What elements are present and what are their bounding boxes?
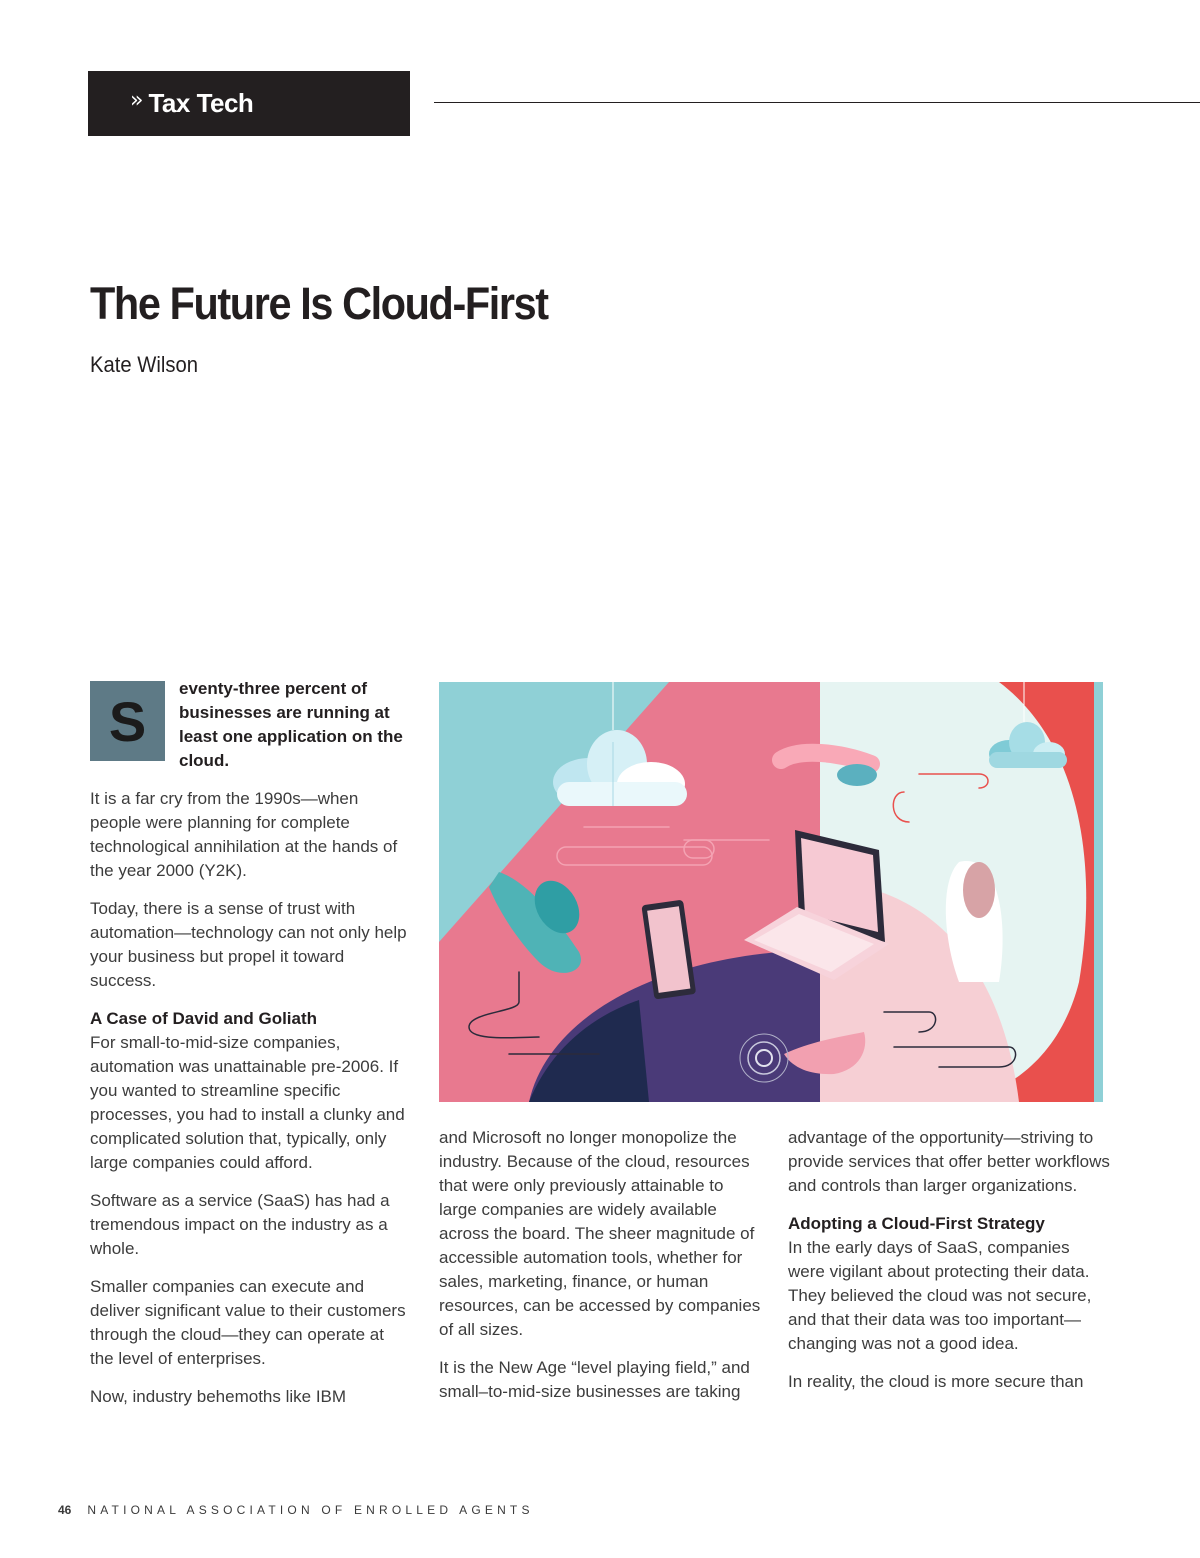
paragraph: It is the New Age “level playing field,” and small–to-mid-size businesses are taking: [439, 1358, 750, 1401]
paragraph: Today, there is a sense of trust with automation—technology can not only help your business but propel it toward success.: [90, 899, 407, 990]
page-number: 46: [58, 1503, 72, 1517]
column-3: [788, 1126, 1110, 1394]
header-rule: [434, 102, 1200, 103]
drop-cap: S: [90, 681, 165, 761]
page-footer: [58, 1503, 534, 1517]
paragraph: For small-to-mid-size companies, automation was unattainable pre-2006. If you wanted to streamline specific processes, you had to install a clunky and complicated solution that, typically, only large companies could afford.: [90, 1033, 405, 1172]
paragraph: advantage of the opportunity—striving to provide services that offer better workflows and controls than larger organizations.: [788, 1128, 1110, 1195]
paragraph: In reality, the cloud is more secure than: [788, 1372, 1084, 1391]
section-tab: [88, 71, 410, 136]
paragraph: Smaller companies can execute and deliver significant value to their customers through the cloud—they can operate at the level of enterprises.: [90, 1277, 406, 1368]
paragraph: Software as a service (SaaS) has had a tremendous impact on the industry as a whole.: [90, 1191, 390, 1258]
paragraph: In the early days of SaaS, companies were vigilant about protecting their data. They believed the cloud was not secure, and that their data was too important—changing was not a good idea.: [788, 1238, 1092, 1353]
subheading-cloud-first-strategy: Adopting a Cloud-First Strategy: [788, 1214, 1045, 1233]
paragraph: It is a far cry from the 1990s—when people were planning for complete technological annihilation at the hands of the year 2000 (Y2K).: [90, 789, 398, 880]
section-label: Tax Tech: [148, 88, 254, 118]
column-1: [90, 787, 412, 1409]
chevron-right-icon: »: [130, 88, 144, 113]
cloud-illustration: [439, 682, 1103, 1102]
subheading-david-goliath: A Case of David and Goliath: [90, 1009, 318, 1028]
article-author: Kate Wilson: [90, 352, 198, 377]
article-title: The Future Is Cloud-First: [90, 278, 548, 329]
publication-name: NATIONAL ASSOCIATION OF ENROLLED AGENTS: [87, 1503, 534, 1517]
paragraph: and Microsoft no longer monopolize the industry. Because of the cloud, resources that were only previously attainable to large companies are widely available across the board. The sheer magnitude of accessible automation tools, whether for sales, marketing, finance, or human resources, can be accessed by companies of all sizes.: [439, 1128, 761, 1339]
column-2: [439, 1126, 761, 1404]
lead-paragraph: eventy-three percent of businesses are running at least one application on the cloud.: [179, 679, 403, 770]
paragraph: Now, industry behemoths like IBM: [90, 1387, 347, 1406]
